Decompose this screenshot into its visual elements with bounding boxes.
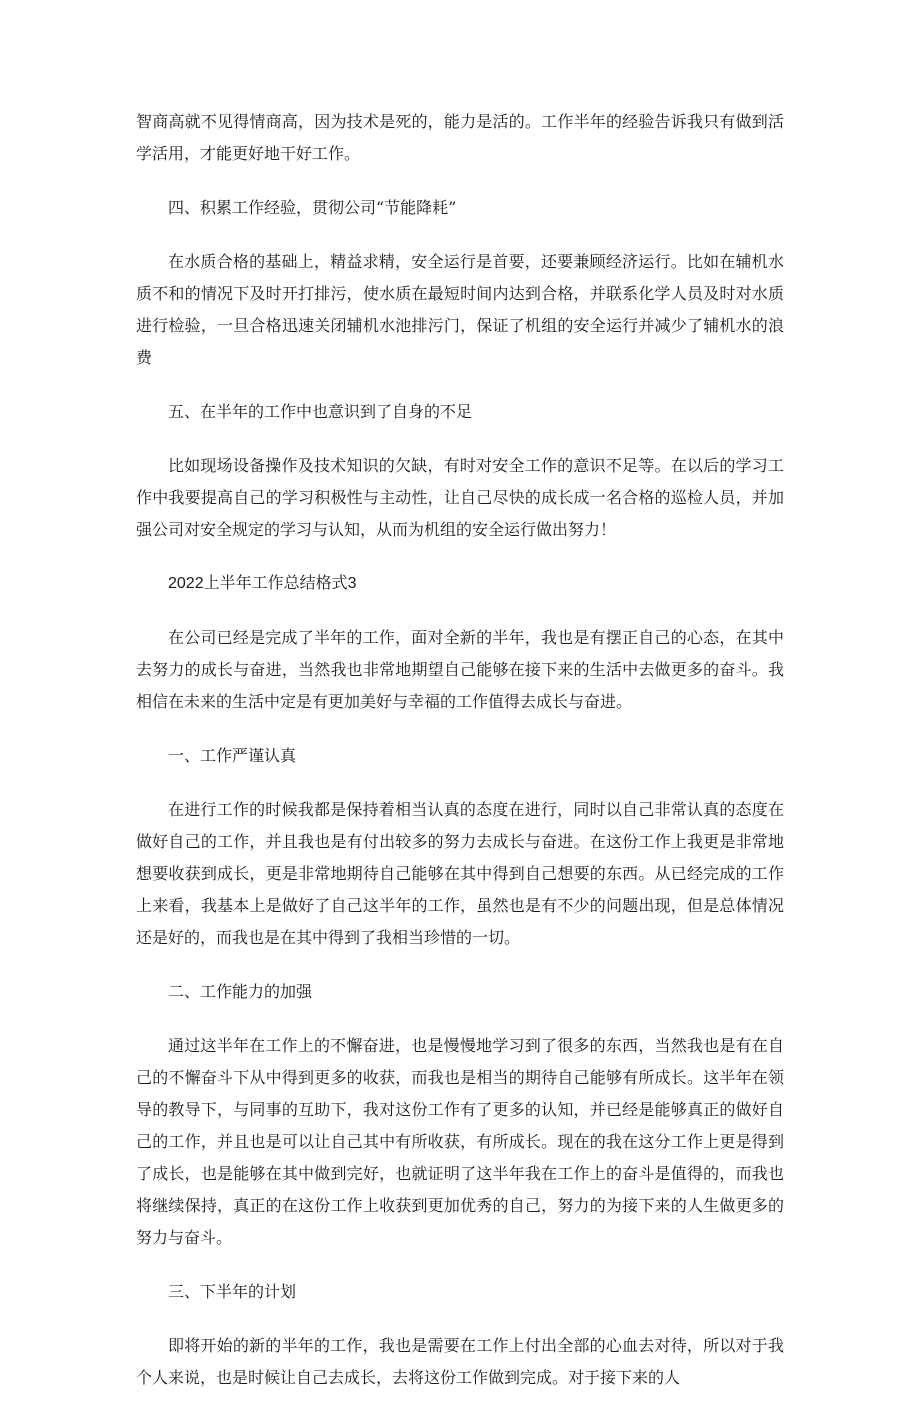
paragraph: 在进行工作的时候我都是保持着相当认真的态度在进行，同时以自己非常认真的态度在做好自己的工作，并且我也是有付出较多的努力去成长与奋进。在这份工作上我更是非常地想要收获到成长，更是非常地期待自己能够在其中得到自己想要的东西。从已经完成的工作上来看，我基本上是做好了自己这半年的工作，虽然也是有不少的问题出现，但是总体情况还是好的，而我也是在其中得到了我相当珍惜的一切。 xyxy=(136,800,784,947)
paragraph: 在水质合格的基础上，精益求精，安全运行是首要，还要兼顾经济运行。比如在辅机水质不和的情况下及时开打排污，使水质在最短时间内达到合格，并联系化学人员及时对水质进行检验，一旦合格迅速关闭辅机水池排污门，保证了机组的安全运行并减少了辅机水的浪费 xyxy=(136,252,784,367)
document-title: 2022上半年工作总结格式3 xyxy=(168,575,357,592)
section-heading-3: 三、下半年的计划 xyxy=(168,1282,297,1301)
section-heading-4: 四、积累工作经验，贯彻公司“节能降耗” xyxy=(168,198,457,217)
section-heading-1: 一、工作严谨认真 xyxy=(168,746,297,765)
paragraph: 比如现场设备操作及技术知识的欠缺，有时对安全工作的意识不足等。在以后的学习工作中我要提高自己的学习积极性与主动性，让自己尽快的成长成一名合格的巡检人员，并加强公司对安全规定的学习与认知，从而为机组的安全运行做出努力！ xyxy=(136,456,784,539)
paragraph: 在公司已经是完成了半年的工作，面对全新的半年，我也是有摆正自己的心态，在其中去努力的成长与奋进，当然我也非常地期望自己能够在接下来的生活中去做更多的奋斗。我相信在未来的生活中定是有更加美好与幸福的工作值得去成长与奋进。 xyxy=(136,628,784,711)
paragraph: 通过这半年在工作上的不懈奋进，也是慢慢地学习到了很多的东西，当然我也是有在自己的不懈奋斗下从中得到更多的收获，而我也是相当的期待自己能够有所成长。这半年在领导的教导下，与同事的互助下，我对这份工作有了更多的认知，并已经是能够真正的做好自己的工作，并且也是可以让自己其中有所收获，有所成长。现在的我在这分工作上更是得到了成长，也是能够在其中做到完好，也就证明了这半年我在工作上的奋斗是值得的，而我也将继续保持，真正的在这份工作上收获到更加优秀的自己，努力的为接下来的人生做更多的努力与奋斗。 xyxy=(136,1036,784,1247)
paragraph: 即将开始的新的半年的工作，我也是需要在工作上付出全部的心血去对待，所以对于我个人来说，也是时候让自己去成长，去将这份工作做到完成。对于接下来的人 xyxy=(136,1336,784,1387)
paragraph-continued: 智商高就不见得情商高，因为技术是死的，能力是活的。工作半年的经验告诉我只有做到活学活用，才能更好地干好工作。 xyxy=(136,112,784,163)
section-heading-5: 五、在半年的工作中也意识到了自身的不足 xyxy=(168,402,473,421)
section-heading-2: 二、工作能力的加强 xyxy=(168,982,313,1001)
document-body xyxy=(136,106,784,1416)
